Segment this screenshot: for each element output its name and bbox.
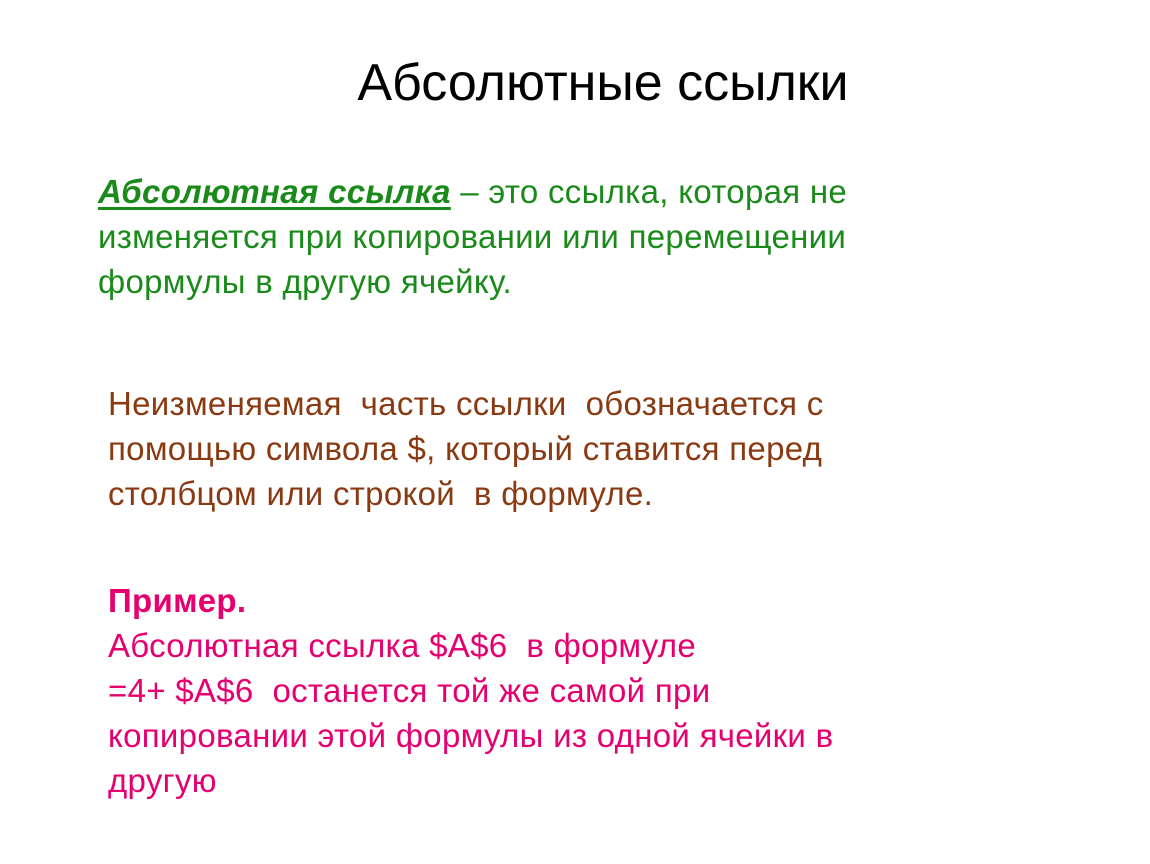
notation-line-1: Неизменяемая часть ссылки обозначается с	[108, 385, 824, 422]
notation-paragraph	[108, 381, 1008, 516]
notation-line-3: столбцом или строкой в формуле.	[108, 475, 654, 512]
example-line-2: =4+ $A$6 останется той же самой при	[108, 672, 711, 709]
notation-line-2: помощью символа $, который ставится перед	[108, 430, 823, 467]
definition-line-1-rest: – это ссылка, которая не	[450, 173, 848, 210]
example-line-1: Абсолютная ссылка $A$6 в формуле	[108, 627, 697, 664]
example-line-3: копировании этой формулы из одной ячейки в	[108, 717, 834, 754]
example-line-4: другую	[108, 762, 217, 799]
definition-line-3: формулы в другую ячейку.	[98, 263, 512, 300]
example-paragraph	[108, 578, 1008, 803]
definition-paragraph	[98, 169, 998, 304]
example-heading: Пример.	[108, 582, 247, 619]
definition-line-1	[98, 169, 998, 214]
slide-title: Абсолютные ссылки	[357, 54, 849, 112]
definition-term: Абсолютная ссылка	[98, 173, 451, 210]
definition-line-2: изменяется при копировании или перемещении	[98, 218, 847, 255]
